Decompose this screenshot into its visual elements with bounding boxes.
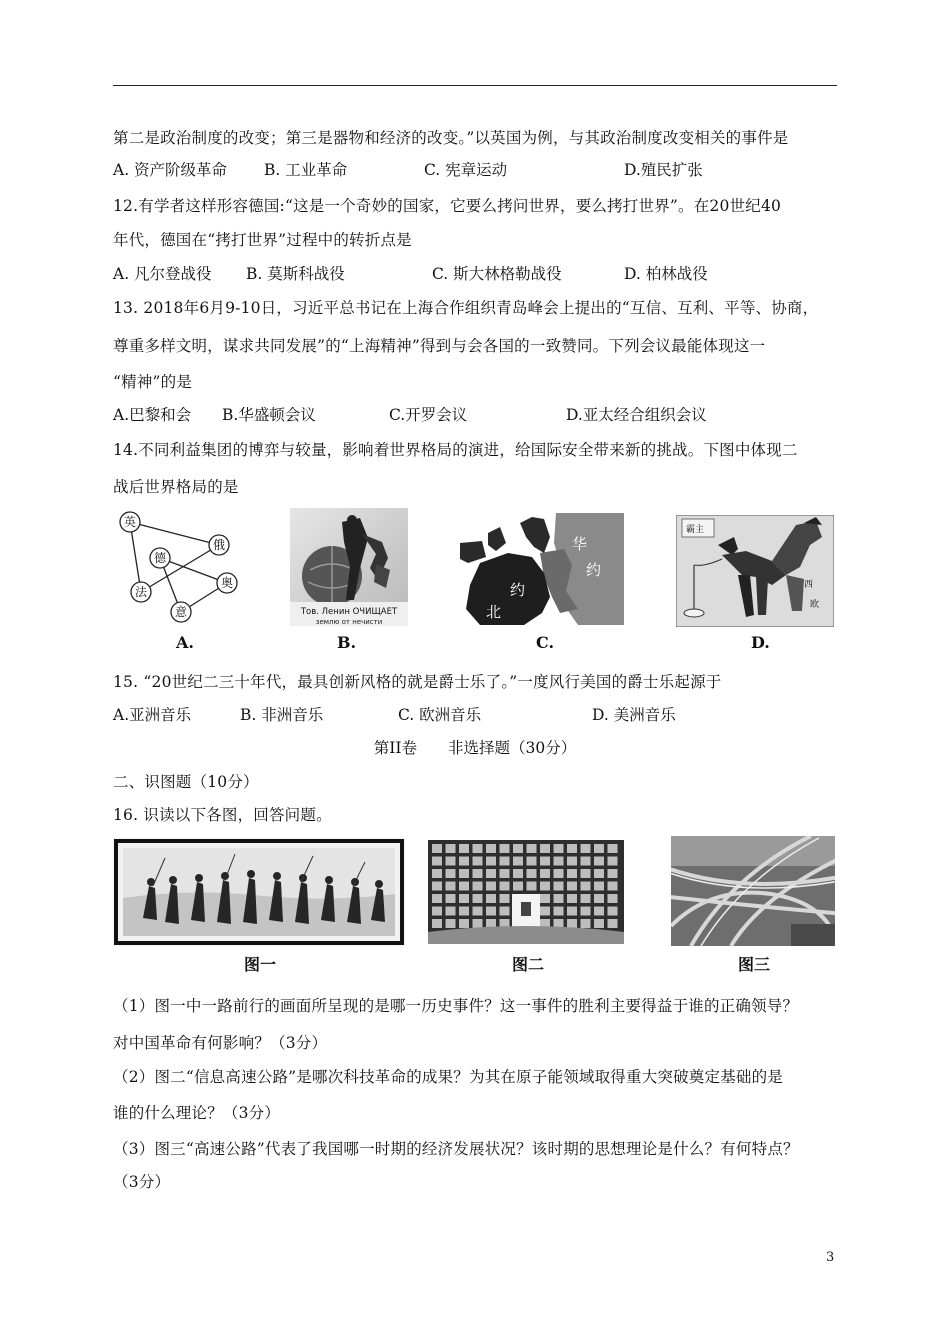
- screen-tile: [594, 894, 604, 903]
- screen-tile: [567, 857, 577, 866]
- screen-tile: [459, 844, 469, 853]
- screen-tile: [554, 894, 564, 903]
- q12-option-b: B. 莫斯科战役: [246, 265, 345, 283]
- screen-tile: [567, 894, 577, 903]
- screen-tile: [513, 844, 523, 853]
- screen-tile: [500, 844, 510, 853]
- q13-option-d: D.亚太经合组织会议: [566, 406, 707, 424]
- map-label-bei: 北: [486, 603, 502, 621]
- screen-tile: [513, 857, 523, 866]
- screen-tile: [486, 869, 496, 878]
- screen-tile: [500, 894, 510, 903]
- q14-caption-c: C.: [536, 633, 555, 652]
- screen-tile: [540, 857, 550, 866]
- q16-sub1-line1: （1）图一中一路前行的画面所呈现的是哪一历史事件？这一事件的胜利主要得益于谁的正确领导？: [113, 997, 799, 1015]
- node-germany: 德: [153, 551, 167, 565]
- screen-tile: [567, 919, 577, 928]
- node-russia: 俄: [212, 538, 226, 552]
- screen-tile: [540, 882, 550, 891]
- q15-option-a: A.亚洲音乐: [113, 706, 192, 724]
- screen-tile: [473, 882, 483, 891]
- screen-tile: [581, 919, 591, 928]
- q14-caption-a: A.: [176, 633, 194, 652]
- q14-line1: 14.不同利益集团的博弈与较量，影响着世界格局的演进，给国际安全带来新的挑战。下图中体现二: [113, 441, 798, 459]
- screen-tile: [540, 894, 550, 903]
- screen-tile: [581, 869, 591, 878]
- q11-option-a: A. 资产阶级革命: [113, 161, 228, 179]
- node-france: 法: [134, 585, 148, 599]
- screen-tile: [594, 844, 604, 853]
- poster-caption-2: землю от нечисти: [315, 618, 383, 626]
- screen-tile: [527, 844, 537, 853]
- section2-title: 第II卷 非选择题（30分）: [373, 739, 577, 757]
- q16-sub3-line2: （3分）: [113, 1173, 171, 1191]
- screen-tile: [608, 919, 618, 928]
- q16-sub1-line2: 对中国革命有何影响？（3分）: [113, 1034, 328, 1052]
- screen-tile: [581, 882, 591, 891]
- header-rule: [113, 85, 837, 86]
- q16-sub2-line2: 谁的什么理论？（3分）: [113, 1104, 281, 1122]
- screen-tile: [473, 844, 483, 853]
- screen-tile: [446, 857, 456, 866]
- screen-tile: [432, 857, 442, 866]
- q16-caption-3: 图三: [738, 955, 771, 974]
- q11-stem: 第二是政治制度的改变；第三是器物和经济的改变。”以英国为例，与其政治制度改变相关的事件是: [113, 129, 789, 147]
- screen-tile: [486, 857, 496, 866]
- q12-line2: 年代，德国在“拷打世界”过程中的转折点是: [113, 231, 412, 249]
- q12-option-c: C. 斯大林格勒战役: [432, 265, 562, 283]
- q13-line3: “精神”的是: [113, 373, 193, 391]
- screen-tile: [446, 882, 456, 891]
- q13-line2: 尊重多样文明，谋求共同发展”的“上海精神”得到与会各国的一致赞同。下列会议最能体现这一: [113, 337, 766, 355]
- screen-tile: [486, 882, 496, 891]
- q16-figure-3-highway: [671, 836, 835, 946]
- screen-tile: [459, 857, 469, 866]
- screen-tile: [473, 857, 483, 866]
- screen-tile: [540, 907, 550, 916]
- map-label-yue-east: 约: [586, 561, 602, 579]
- screen-tile: [446, 919, 456, 928]
- screen-tile: [554, 857, 564, 866]
- q16-figure-2-screen-wall: [428, 840, 624, 944]
- screen-tile: [567, 882, 577, 891]
- screen-tile: [594, 919, 604, 928]
- screen-tile: [554, 844, 564, 853]
- cartoon-label-ou: 欧: [810, 600, 820, 610]
- q14-caption-d: D.: [751, 633, 770, 652]
- screen-tile: [540, 869, 550, 878]
- screen-tile: [446, 907, 456, 916]
- q11-option-d: D.殖民扩张: [624, 161, 703, 179]
- q12-option-d: D. 柏林战役: [624, 265, 708, 283]
- node-italy: 意: [174, 605, 188, 619]
- screen-tile: [500, 869, 510, 878]
- screen-tile: [459, 869, 469, 878]
- screen-tile: [473, 894, 483, 903]
- q14-line2: 战后世界格局的是: [113, 478, 239, 496]
- screen-tile: [500, 857, 510, 866]
- q13-option-b: B.华盛顿会议: [222, 406, 316, 424]
- screen-tile: [527, 869, 537, 878]
- screen-tile: [581, 894, 591, 903]
- q16-sub2-line1: （2）图二“信息高速公路”是哪次科技革命的成果？为其在原子能领域取得重大突破奠定基础的是: [113, 1068, 784, 1086]
- screen-tile: [459, 882, 469, 891]
- screen-tile: [473, 907, 483, 916]
- screen-tile: [527, 857, 537, 866]
- screen-tile: [554, 882, 564, 891]
- q15-option-b: B. 非洲音乐: [240, 706, 324, 724]
- q14-figure-c-europe-map: [460, 513, 624, 625]
- screen-tile: [581, 907, 591, 916]
- q14-figure-b-poster: [290, 508, 408, 626]
- cartoon-label-xi: 西: [804, 580, 814, 590]
- q15-option-c: C. 欧洲音乐: [398, 706, 482, 724]
- q14-caption-b: B.: [337, 633, 357, 652]
- screen-tile: [608, 844, 618, 853]
- q13-option-a: A.巴黎和会: [113, 406, 192, 424]
- q14-figure-d-cartoon: [676, 515, 834, 627]
- screen-tile: [540, 844, 550, 853]
- screen-tile: [554, 869, 564, 878]
- screen-tile: [567, 869, 577, 878]
- q16-figure-1-painting: [113, 838, 405, 946]
- screen-tile: [608, 869, 618, 878]
- screen-tile: [567, 844, 577, 853]
- screen-tile: [432, 869, 442, 878]
- q16-caption-1: 图一: [244, 955, 277, 974]
- screen-tile: [432, 894, 442, 903]
- map-label-hua: 华: [572, 535, 588, 553]
- screen-tile: [581, 844, 591, 853]
- q14-figure-a-alliance-diagram: [113, 508, 241, 624]
- q11-option-b: B. 工业革命: [264, 161, 348, 179]
- screen-tile: [554, 907, 564, 916]
- q13-option-c: C.开罗会议: [389, 406, 468, 424]
- q16-caption-2: 图二: [512, 955, 545, 974]
- screen-tile: [486, 844, 496, 853]
- screen-tile: [527, 882, 537, 891]
- screen-tile: [432, 919, 442, 928]
- screen-tile: [432, 844, 442, 853]
- screen-tile: [432, 907, 442, 916]
- map-label-yue-west: 约: [510, 581, 526, 599]
- screen-tile: [486, 907, 496, 916]
- cartoon-label-bazhu: 霸主: [686, 525, 705, 535]
- screen-tile: [473, 919, 483, 928]
- q16-sub3-line1: （3）图三“高速公路”代表了我国哪一时期的经济发展状况？该时期的思想理论是什么？有何特点？: [113, 1140, 799, 1158]
- screen-tile: [513, 882, 523, 891]
- q12-option-a: A. 凡尔登战役: [113, 265, 212, 283]
- screen-tile: [608, 882, 618, 891]
- screen-tile: [500, 882, 510, 891]
- screen-tile: [459, 919, 469, 928]
- screen-tile: [594, 869, 604, 878]
- screen-tile: [594, 857, 604, 866]
- q12-line1: 12.有学者这样形容德国:“这是一个奇妙的国家，它要么拷问世界，要么拷打世界”。在20世纪40: [113, 197, 782, 215]
- screen-tile: [513, 869, 523, 878]
- section2-part-heading: 二、识图题（10分）: [113, 773, 259, 791]
- q15-option-d: D. 美洲音乐: [592, 706, 676, 724]
- screen-tile: [500, 907, 510, 916]
- screen-tile: [594, 882, 604, 891]
- screen-tile: [608, 857, 618, 866]
- screen-tile: [473, 869, 483, 878]
- screen-tile: [567, 907, 577, 916]
- q13-line1: 13. 2018年6月9-10日，习近平总书记在上海合作组织青岛峰会上提出的“互信、互利、平等、协商，: [113, 299, 819, 317]
- screen-tile: [594, 907, 604, 916]
- node-austria: 奥: [220, 576, 234, 590]
- screen-tile: [432, 882, 442, 891]
- q15-stem: 15. “20世纪二三十年代，最具创新风格的就是爵士乐了。”一度风行美国的爵士乐起源于: [113, 673, 722, 691]
- page-number: 3: [826, 1250, 835, 1265]
- q11-option-c: C. 宪章运动: [424, 161, 508, 179]
- q16-stem: 16. 识读以下各图，回答问题。: [113, 806, 332, 824]
- screen-tile: [446, 869, 456, 878]
- screen-tile: [459, 907, 469, 916]
- screen-tile: [581, 857, 591, 866]
- screen-tile: [486, 894, 496, 903]
- node-britain: 英: [123, 515, 137, 529]
- poster-caption-1: Тов. Ленин ОЧИЩАЕТ: [300, 607, 398, 617]
- screen-tile: [446, 894, 456, 903]
- screen-tile: [608, 894, 618, 903]
- screen-tile: [608, 907, 618, 916]
- screen-tile: [459, 894, 469, 903]
- screen-tile: [446, 844, 456, 853]
